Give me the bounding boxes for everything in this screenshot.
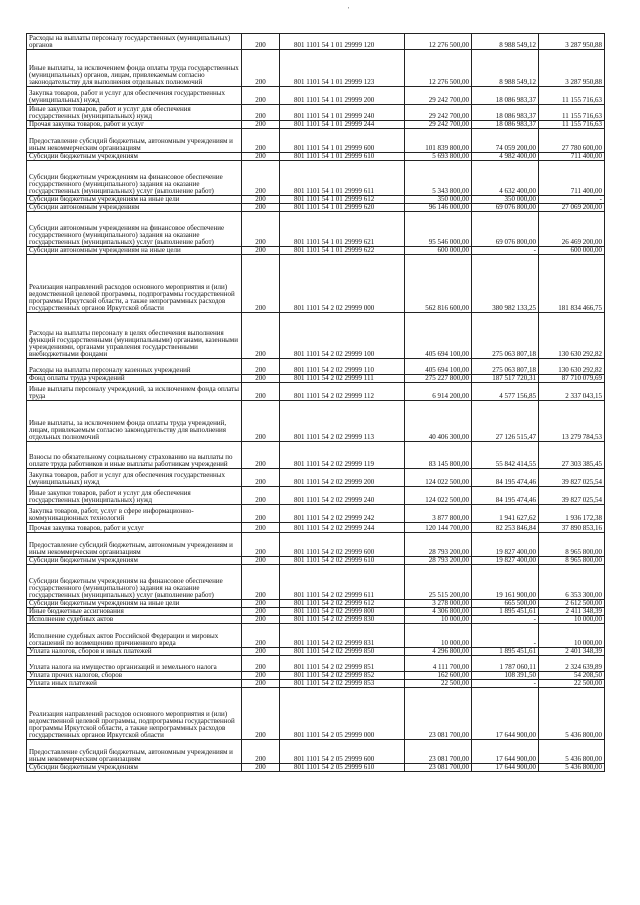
table-row	[27, 375, 605, 383]
row-executed-amount: -	[472, 616, 539, 624]
table-row	[27, 600, 605, 608]
row-kbk-code: 801 1101 54 1 01 29999 611	[280, 161, 405, 196]
row-planned-amount: 405 694 100,00	[405, 359, 472, 375]
row-planned-amount: 10 000,00	[405, 624, 472, 648]
row-executed-amount: 275 063 807,18	[472, 313, 539, 359]
row-code: 200	[242, 129, 280, 153]
row-code: 200	[242, 565, 280, 600]
row-kbk-code: 801 1101 54 1 01 29999 240	[280, 105, 405, 121]
table-row	[27, 565, 605, 600]
row-kbk-code: 801 1101 54 2 02 29999 240	[280, 487, 405, 505]
row-kbk-code: 801 1101 54 1 01 29999 621	[280, 212, 405, 247]
row-name: Предоставление субсидий бюджетным, автономным учреждениям и иным некоммерческим организациям	[27, 740, 242, 764]
row-executed-amount: 18 086 983,37	[472, 121, 539, 129]
table-row	[27, 656, 605, 672]
row-remaining-amount: 11 155 716,63	[539, 105, 605, 121]
row-name: Исполнение судебных актов	[27, 616, 242, 624]
row-name: Иные выплаты, за исключением фонда оплаты труда учреждений, лицам, привлекаемым согласно законодательству для выполнения отдельных полномочий	[27, 401, 242, 442]
row-code: 200	[242, 161, 280, 196]
row-name: Расходы на выплаты персоналу казенных учреждений	[27, 359, 242, 375]
row-planned-amount: 5 693 800,00	[405, 153, 472, 161]
row-name: Фонд оплаты труда учреждений	[27, 375, 242, 383]
row-code: 200	[242, 204, 280, 212]
row-planned-amount: 350 000,00	[405, 196, 472, 204]
row-planned-amount: 562 816 600,00	[405, 255, 472, 313]
row-name: Предоставление субсидий бюджетным, автономным учреждениям и иным некоммерческим организациям	[27, 129, 242, 153]
row-remaining-amount: 6 353 300,00	[539, 565, 605, 600]
row-name: Субсидии автономным учреждениям на иные цели	[27, 247, 242, 255]
row-name: Расходы на выплаты персоналу в целях обеспечения выполнения функций государственными (муниципальными) органами, казенными учреждениями, органами управления государственными внебюджетными фондами	[27, 313, 242, 359]
row-code: 200	[242, 557, 280, 565]
row-executed-amount: 8 988 549,12	[472, 50, 539, 87]
row-planned-amount: 124 022 500,00	[405, 487, 472, 505]
row-code: 200	[242, 313, 280, 359]
table-row	[27, 34, 605, 50]
row-planned-amount: 23 081 700,00	[405, 740, 472, 764]
row-planned-amount: 40 406 300,00	[405, 401, 472, 442]
row-remaining-amount: 11 155 716,63	[539, 121, 605, 129]
table-row	[27, 648, 605, 656]
row-executed-amount: 84 195 474,46	[472, 469, 539, 487]
row-kbk-code: 801 1101 54 1 01 29999 120	[280, 34, 405, 50]
row-executed-amount: 380 982 133,25	[472, 255, 539, 313]
row-executed-amount: 18 086 983,37	[472, 87, 539, 105]
row-planned-amount: 4 306 800,00	[405, 608, 472, 616]
row-name: Взносы по обязательному социальному страхованию на выплаты по оплате труда работников и иные выплаты работникам учреждений	[27, 442, 242, 469]
row-planned-amount: 28 793 200,00	[405, 533, 472, 557]
table-row	[27, 196, 605, 204]
row-remaining-amount: 5 436 800,00	[539, 740, 605, 764]
row-name: Иные закупки товаров, работ и услуг для обеспечения государственных (муниципальных) нужд	[27, 487, 242, 505]
row-code: 200	[242, 680, 280, 688]
row-kbk-code: 801 1101 54 2 02 29999 000	[280, 255, 405, 313]
row-executed-amount: 19 827 400,00	[472, 557, 539, 565]
row-planned-amount: 10 000,00	[405, 616, 472, 624]
table-row	[27, 764, 605, 772]
row-kbk-code: 801 1101 54 2 02 29999 100	[280, 313, 405, 359]
row-remaining-amount: 711 400,00	[539, 161, 605, 196]
table-row	[27, 523, 605, 533]
row-executed-amount: 4 982 400,00	[472, 153, 539, 161]
row-code: 200	[242, 740, 280, 764]
row-executed-amount: 350 000,00	[472, 196, 539, 204]
row-remaining-amount: 27 069 200,00	[539, 204, 605, 212]
row-remaining-amount: 22 500,00	[539, 680, 605, 688]
row-name: Субсидии бюджетным учреждениям	[27, 764, 242, 772]
row-executed-amount: -	[472, 680, 539, 688]
row-code: 200	[242, 34, 280, 50]
table-row	[27, 383, 605, 401]
row-executed-amount: 8 988 549,12	[472, 34, 539, 50]
row-name: Субсидии бюджетным учреждениям на финансовое обеспечение государственного (муниципального) задания на оказание государственных (муниципальных) услуг (выполнение работ)	[27, 565, 242, 600]
row-name: Субсидии бюджетным учреждениям	[27, 153, 242, 161]
row-name: Прочая закупка товаров, работ и услуг	[27, 121, 242, 129]
row-kbk-code: 801 1101 54 2 02 29999 610	[280, 557, 405, 565]
row-code: 200	[242, 359, 280, 375]
row-remaining-amount: 13 279 784,53	[539, 401, 605, 442]
row-code: 200	[242, 50, 280, 87]
row-planned-amount: 25 515 200,00	[405, 565, 472, 600]
table-row	[27, 401, 605, 442]
row-planned-amount: 120 144 700,00	[405, 523, 472, 533]
table-row	[27, 212, 605, 247]
row-planned-amount: 28 793 200,00	[405, 557, 472, 565]
row-planned-amount: 124 022 500,00	[405, 469, 472, 487]
row-code: 200	[242, 648, 280, 656]
row-kbk-code: 801 1101 54 1 01 29999 600	[280, 129, 405, 153]
row-remaining-amount: 2 411 348,39	[539, 608, 605, 616]
row-planned-amount: 405 694 100,00	[405, 313, 472, 359]
row-executed-amount: 1 895 451,61	[472, 648, 539, 656]
row-executed-amount: -	[472, 624, 539, 648]
row-code: 200	[242, 121, 280, 129]
table-row	[27, 505, 605, 523]
row-name: Закупка товаров, работ, услуг в сфере информационно-коммуникационных технологий	[27, 505, 242, 523]
row-remaining-amount: 3 287 950,88	[539, 50, 605, 87]
row-code: 200	[242, 487, 280, 505]
row-kbk-code: 801 1101 54 2 02 29999 113	[280, 401, 405, 442]
row-name: Уплата налога на имущество организаций и земельного налога	[27, 656, 242, 672]
row-code: 200	[242, 469, 280, 487]
row-remaining-amount: 2 337 043,15	[539, 383, 605, 401]
row-remaining-amount: 2 324 639,89	[539, 656, 605, 672]
budget-execution-table	[26, 33, 605, 772]
table-row	[27, 608, 605, 616]
row-remaining-amount: 2 401 348,39	[539, 648, 605, 656]
row-name: Уплата прочих налогов, сборов	[27, 672, 242, 680]
row-remaining-amount: 8 965 800,00	[539, 557, 605, 565]
row-remaining-amount: 54 208,50	[539, 672, 605, 680]
row-code: 200	[242, 523, 280, 533]
table-row	[27, 121, 605, 129]
row-name: Уплата налогов, сборов и иных платежей	[27, 648, 242, 656]
row-kbk-code: 801 1101 54 2 02 29999 600	[280, 533, 405, 557]
row-remaining-amount: 3 287 950,88	[539, 34, 605, 50]
row-name: Субсидии бюджетным учреждениям на финансовое обеспечение государственного (муниципального) задания на оказание государственных (муниципальных) услуг (выполнение работ)	[27, 161, 242, 196]
row-code: 200	[242, 212, 280, 247]
row-kbk-code: 801 1101 54 2 02 29999 831	[280, 624, 405, 648]
table-row	[27, 557, 605, 565]
row-executed-amount: 17 644 900,00	[472, 688, 539, 740]
row-remaining-amount: 2 612 500,00	[539, 600, 605, 608]
row-code: 200	[242, 533, 280, 557]
row-name: Предоставление субсидий бюджетным, автономным учреждениям и иным некоммерческим организациям	[27, 533, 242, 557]
row-executed-amount: 19 161 900,00	[472, 565, 539, 600]
row-planned-amount: 83 145 800,00	[405, 442, 472, 469]
row-remaining-amount: 5 436 800,00	[539, 688, 605, 740]
table-row	[27, 247, 605, 255]
row-remaining-amount: 37 890 853,16	[539, 523, 605, 533]
row-remaining-amount: 130 630 292,82	[539, 359, 605, 375]
row-executed-amount: 17 644 900,00	[472, 764, 539, 772]
row-planned-amount: 101 839 800,00	[405, 129, 472, 153]
row-kbk-code: 801 1101 54 1 01 29999 200	[280, 87, 405, 105]
row-kbk-code: 801 1101 54 2 05 29999 600	[280, 740, 405, 764]
row-kbk-code: 801 1101 54 2 05 29999 610	[280, 764, 405, 772]
row-name: Субсидии автономным учреждениям на финансовое обеспечение государственного (муниципального) задания на оказание государственных (муниципальных) услуг (выполнение работ)	[27, 212, 242, 247]
row-name: Субсидии бюджетным учреждениям на иные цели	[27, 600, 242, 608]
table-row	[27, 204, 605, 212]
row-executed-amount: 4 577 156,85	[472, 383, 539, 401]
row-planned-amount: 23 081 700,00	[405, 688, 472, 740]
row-kbk-code: 801 1101 54 2 02 29999 830	[280, 616, 405, 624]
row-name: Иные бюджетные ассигнования	[27, 608, 242, 616]
table-row	[27, 255, 605, 313]
row-planned-amount: 23 081 700,00	[405, 764, 472, 772]
row-planned-amount: 275 227 800,00	[405, 375, 472, 383]
row-planned-amount: 96 146 000,00	[405, 204, 472, 212]
row-kbk-code: 801 1101 54 1 01 29999 610	[280, 153, 405, 161]
row-executed-amount: 665 500,00	[472, 600, 539, 608]
row-remaining-amount: 39 827 025,54	[539, 469, 605, 487]
row-kbk-code: 801 1101 54 1 01 29999 620	[280, 204, 405, 212]
row-executed-amount: 82 253 846,84	[472, 523, 539, 533]
row-code: 200	[242, 624, 280, 648]
row-executed-amount: 108 391,50	[472, 672, 539, 680]
row-kbk-code: 801 1101 54 1 01 29999 622	[280, 247, 405, 255]
row-code: 200	[242, 153, 280, 161]
row-planned-amount: 3 278 000,00	[405, 600, 472, 608]
row-executed-amount: 27 126 515,47	[472, 401, 539, 442]
row-planned-amount: 12 276 500,00	[405, 50, 472, 87]
row-planned-amount: 4 111 700,00	[405, 656, 472, 672]
table-row	[27, 469, 605, 487]
row-planned-amount: 5 343 800,00	[405, 161, 472, 196]
row-name: Субсидии автономным учреждениям	[27, 204, 242, 212]
row-code: 200	[242, 87, 280, 105]
row-executed-amount: 18 086 983,37	[472, 105, 539, 121]
row-remaining-amount: 1 936 172,38	[539, 505, 605, 523]
row-remaining-amount: 5 436 800,00	[539, 764, 605, 772]
row-remaining-amount: 27 303 385,45	[539, 442, 605, 469]
row-executed-amount: 84 195 474,46	[472, 487, 539, 505]
table-row	[27, 442, 605, 469]
row-code: 200	[242, 672, 280, 680]
row-kbk-code: 801 1101 54 2 02 29999 110	[280, 359, 405, 375]
row-name: Реализация направлений расходов основного мероприятия и (или) ведомственной целевой программы, подпрограммы государственной программы Иркутской области, а также непрограммных расходов государственных органов Иркутской области	[27, 688, 242, 740]
row-planned-amount: 162 600,00	[405, 672, 472, 680]
row-remaining-amount: 130 630 292,82	[539, 313, 605, 359]
row-executed-amount: 187 517 720,31	[472, 375, 539, 383]
row-kbk-code: 801 1101 54 2 02 29999 852	[280, 672, 405, 680]
table-row	[27, 616, 605, 624]
row-executed-amount: -	[472, 247, 539, 255]
row-name: Закупка товаров, работ и услуг для обеспечения государственных (муниципальных) нужд	[27, 469, 242, 487]
table-row	[27, 129, 605, 153]
table-row	[27, 680, 605, 688]
row-executed-amount: 1 941 627,62	[472, 505, 539, 523]
row-remaining-amount: 39 827 025,54	[539, 487, 605, 505]
row-code: 200	[242, 505, 280, 523]
row-code: 200	[242, 442, 280, 469]
row-remaining-amount: 8 965 800,00	[539, 533, 605, 557]
row-kbk-code: 801 1101 54 2 02 29999 119	[280, 442, 405, 469]
row-kbk-code: 801 1101 54 2 02 29999 612	[280, 600, 405, 608]
row-name: Расходы на выплаты персоналу государственных (муниципальных) органов	[27, 34, 242, 50]
row-executed-amount: 4 632 400,00	[472, 161, 539, 196]
row-kbk-code: 801 1101 54 2 02 29999 851	[280, 656, 405, 672]
row-code: 200	[242, 383, 280, 401]
row-name: Закупка товаров, работ и услуг для обеспечения государственных (муниципальных) нужд	[27, 87, 242, 105]
row-code: 200	[242, 600, 280, 608]
row-name: Прочая закупка товаров, работ и услуг	[27, 523, 242, 533]
row-executed-amount: 69 076 800,00	[472, 204, 539, 212]
table-row	[27, 624, 605, 648]
table-body	[27, 34, 605, 772]
table-row	[27, 740, 605, 764]
table-row	[27, 487, 605, 505]
row-executed-amount: 74 059 200,00	[472, 129, 539, 153]
row-planned-amount: 95 546 000,00	[405, 212, 472, 247]
row-remaining-amount: 27 780 600,00	[539, 129, 605, 153]
row-name: Субсидии бюджетным учреждениям на иные цели	[27, 196, 242, 204]
row-code: 200	[242, 375, 280, 383]
table-row	[27, 359, 605, 375]
row-kbk-code: 801 1101 54 2 02 29999 112	[280, 383, 405, 401]
row-planned-amount: 3 877 800,00	[405, 505, 472, 523]
row-kbk-code: 801 1101 54 2 02 29999 111	[280, 375, 405, 383]
row-executed-amount: 19 827 400,00	[472, 533, 539, 557]
row-kbk-code: 801 1101 54 1 01 29999 123	[280, 50, 405, 87]
row-code: 200	[242, 656, 280, 672]
row-code: 200	[242, 196, 280, 204]
row-code: 200	[242, 401, 280, 442]
table-row	[27, 87, 605, 105]
table-row	[27, 105, 605, 121]
row-kbk-code: 801 1101 54 2 02 29999 853	[280, 680, 405, 688]
row-planned-amount: 29 242 700,00	[405, 105, 472, 121]
header-mark: '	[348, 6, 350, 14]
row-kbk-code: 801 1101 54 2 02 29999 242	[280, 505, 405, 523]
row-planned-amount: 29 242 700,00	[405, 87, 472, 105]
row-executed-amount: 17 644 900,00	[472, 740, 539, 764]
row-remaining-amount: 11 155 716,63	[539, 87, 605, 105]
table-row	[27, 313, 605, 359]
row-remaining-amount: 26 469 200,00	[539, 212, 605, 247]
row-code: 200	[242, 764, 280, 772]
row-code: 200	[242, 247, 280, 255]
row-kbk-code: 801 1101 54 1 01 29999 612	[280, 196, 405, 204]
row-planned-amount: 29 242 700,00	[405, 121, 472, 129]
row-kbk-code: 801 1101 54 2 02 29999 200	[280, 469, 405, 487]
row-remaining-amount: 10 000,00	[539, 624, 605, 648]
row-executed-amount: 69 076 800,00	[472, 212, 539, 247]
row-name: Иные закупки товаров, работ и услуг для обеспечения государственных (муниципальных) нужд	[27, 105, 242, 121]
table-row	[27, 533, 605, 557]
row-name: Иные выплаты, за исключением фонда оплаты труда государственных (муниципальных) органов, лицам, привлекаемым согласно законодательству для выполнения отдельных полномочий	[27, 50, 242, 87]
row-name: Субсидии бюджетным учреждениям	[27, 557, 242, 565]
table-row	[27, 688, 605, 740]
row-name: Иные выплаты персоналу учреждений, за исключением фонда оплаты труда	[27, 383, 242, 401]
row-executed-amount: 1 895 451,61	[472, 608, 539, 616]
row-code: 200	[242, 688, 280, 740]
row-remaining-amount: 87 710 079,69	[539, 375, 605, 383]
row-kbk-code: 801 1101 54 2 05 29999 000	[280, 688, 405, 740]
row-name: Реализация направлений расходов основного мероприятия и (или) ведомственной целевой программы, подпрограммы государственной программы Иркутской области, а также непрограммных расходов государственных органов Иркутской области	[27, 255, 242, 313]
row-kbk-code: 801 1101 54 2 02 29999 244	[280, 523, 405, 533]
row-remaining-amount: 181 834 466,75	[539, 255, 605, 313]
row-name: Уплата иных платежей	[27, 680, 242, 688]
row-executed-amount: 1 787 060,11	[472, 656, 539, 672]
row-planned-amount: 4 296 800,00	[405, 648, 472, 656]
row-code: 200	[242, 105, 280, 121]
row-code: 200	[242, 616, 280, 624]
table-row	[27, 161, 605, 196]
row-planned-amount: 6 914 200,00	[405, 383, 472, 401]
row-executed-amount: 55 842 414,55	[472, 442, 539, 469]
row-planned-amount: 600 000,00	[405, 247, 472, 255]
row-remaining-amount: 10 000,00	[539, 616, 605, 624]
row-name: Исполнение судебных актов Российской Федерации и мировых соглашений по возмещению причиненного вреда	[27, 624, 242, 648]
row-kbk-code: 801 1101 54 2 02 29999 850	[280, 648, 405, 656]
table-row	[27, 672, 605, 680]
row-code: 200	[242, 255, 280, 313]
row-kbk-code: 801 1101 54 2 02 29999 800	[280, 608, 405, 616]
row-kbk-code: 801 1101 54 2 02 29999 611	[280, 565, 405, 600]
table-row	[27, 50, 605, 87]
row-remaining-amount: 600 000,00	[539, 247, 605, 255]
row-executed-amount: 275 063 807,18	[472, 359, 539, 375]
row-code: 200	[242, 608, 280, 616]
row-remaining-amount: -	[539, 196, 605, 204]
row-planned-amount: 22 500,00	[405, 680, 472, 688]
table-row	[27, 153, 605, 161]
row-kbk-code: 801 1101 54 1 01 29999 244	[280, 121, 405, 129]
row-remaining-amount: 711 400,00	[539, 153, 605, 161]
row-planned-amount: 12 276 500,00	[405, 34, 472, 50]
